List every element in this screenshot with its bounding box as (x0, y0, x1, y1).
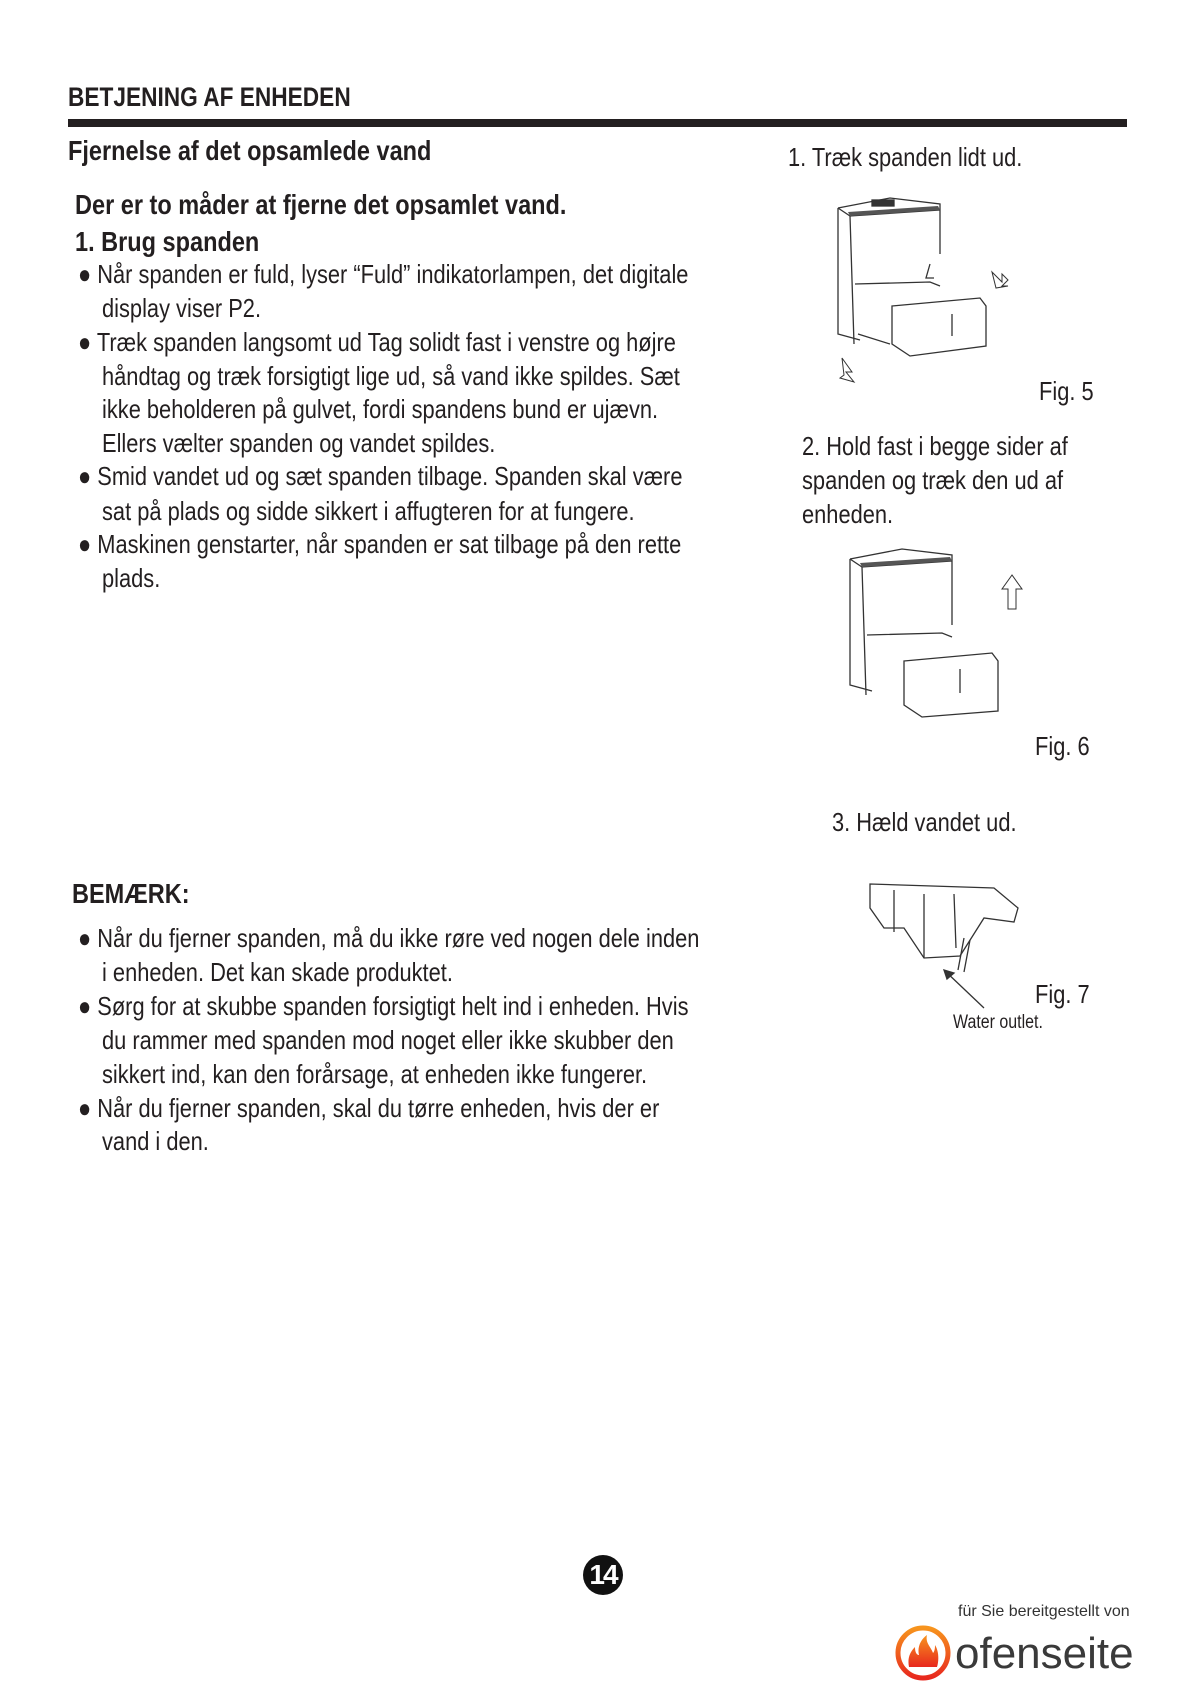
intro-heading: Der er to måder at fjerne det opsamlet vand. (75, 189, 567, 220)
fig7-caption: Fig. 7 (1035, 979, 1090, 1009)
bullet-line: ikke beholderen på gulvet, fordi spandens bund er ujævn. (102, 394, 659, 424)
ofenseite-flame-logo-icon (893, 1623, 953, 1683)
bullet-line: ● Smid vandet ud og sæt spanden tilbage. Spanden skal være (78, 461, 683, 491)
section-divider (68, 119, 1127, 127)
bullet-line: plads. (102, 563, 161, 593)
step-1-label: 1. Træk spanden lidt ud. (788, 142, 1023, 172)
note-line: ● Når du fjerner spanden, må du ikke røre ved nogen dele inden (78, 923, 700, 953)
note-line: ● Sørg for at skubbe spanden forsigtigt helt ind i enheden. Hvis (78, 991, 689, 1021)
note-line: ● Når du fjerner spanden, skal du tørre enheden, hvis der er (78, 1093, 660, 1123)
step-2-line: spanden og træk den ud af (802, 465, 1064, 495)
brand-name: ofenseite (955, 1629, 1134, 1678)
fig6-dehumidifier-illustration (842, 545, 1032, 725)
credit-text: für Sie bereitgestellt von (958, 1603, 1130, 1620)
step-2-line: enheden. (802, 499, 894, 529)
note-title: BEMÆRK: (72, 878, 190, 909)
water-outlet-label: Water outlet. (953, 1012, 1043, 1033)
section-title: BETJENING AF ENHEDEN (68, 82, 351, 112)
note-line: du rammer med spanden mod noget eller ikke skubber den (102, 1025, 674, 1055)
step-3-label: 3. Hæld vandet ud. (832, 807, 1017, 837)
bullet-line: display viser P2. (102, 293, 262, 323)
note-line: vand i den. (102, 1126, 209, 1156)
bullet-line: håndtag og træk forsigtigt lige ud, så vand ikke spildes. Sæt (102, 361, 680, 391)
bullet-line: ● Når spanden er fuld, lyser “Fuld” indikatorlampen, det digitale (78, 259, 689, 289)
bullet-line: ● Træk spanden langsomt ud Tag solidt fast i venstre og højre (78, 327, 676, 357)
bullet-line: ● Maskinen genstarter, når spanden er sat tilbage på den rette (78, 529, 682, 559)
note-line: sikkert ind, kan den forårsage, at enheden ikke fungerer. (102, 1059, 648, 1089)
fig6-caption: Fig. 6 (1035, 731, 1090, 761)
method-heading: 1. Brug spanden (75, 226, 260, 257)
step-2-line: 2. Hold fast i begge sider af (802, 431, 1068, 461)
page-title: Fjernelse af det opsamlede vand (68, 135, 432, 166)
fig7-bucket-illustration (864, 878, 1024, 1018)
fig5-caption: Fig. 5 (1039, 376, 1094, 406)
page-number: 14 (583, 1555, 623, 1595)
bullet-line: Ellers vælter spanden og vandet spildes. (102, 428, 496, 458)
bullet-line: sat på plads og sidde sikkert i affugteren for at fungere. (102, 496, 635, 526)
note-line: i enheden. Det kan skade produktet. (102, 957, 453, 987)
fig5-dehumidifier-illustration (830, 194, 1020, 394)
